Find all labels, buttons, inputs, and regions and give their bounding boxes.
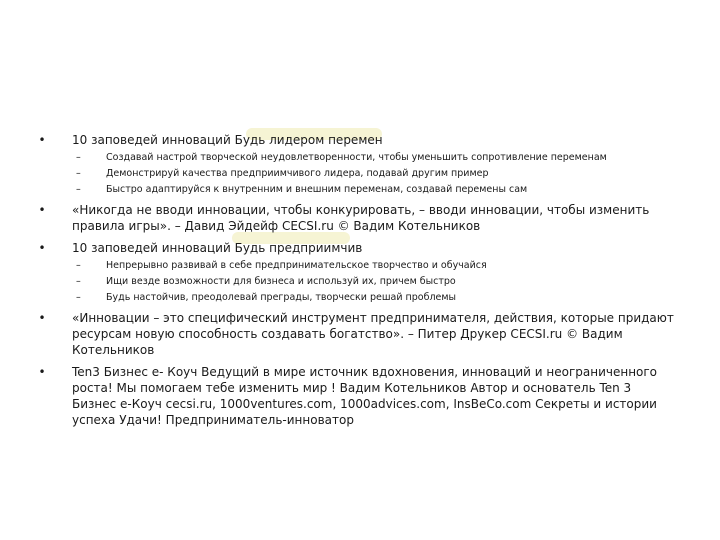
sub-list (72, 152, 676, 196)
dash-glyph: – (76, 260, 81, 271)
bullet-glyph: • (38, 203, 46, 217)
sub-item-text: Быстро адаптируйся к внутренним и внешним переменам, создавай перемены сам (106, 184, 528, 195)
sub-item (72, 152, 676, 164)
sub-item-text: Будь настойчив, преодолевай преграды, творчески решай проблемы (106, 292, 457, 303)
sub-item (72, 260, 676, 272)
bullet-text: Ten3 Бизнес е- Коуч Ведущий в мире источник вдохновения, инноваций и неограниченного роста! Мы помогаем тебе изменить мир ! Вадим Котельников Автор и основатель Ten 3 Бизнес e-Коуч cecsi.ru, 1000ventures.com, 1000advices.com, InsBeCo.com Секреты и истории успеха Удачи! Предприниматель-инноватор (72, 365, 658, 427)
bullet-list (36, 132, 676, 428)
bullet-item (36, 132, 676, 196)
slide-content (36, 132, 676, 434)
bullet-text: 10 заповедей инноваций Будь лидером перемен (72, 133, 383, 147)
sub-item-text: Демонстрируй качества предприимчивого лидера, подавай другим пример (106, 168, 489, 179)
dash-glyph: – (76, 276, 81, 287)
sub-item (72, 184, 676, 196)
bullet-text: 10 заповедей инноваций Будь предприимчив (72, 241, 363, 255)
sub-item (72, 292, 676, 304)
bullet-glyph: • (38, 133, 46, 147)
bullet-glyph: • (38, 241, 46, 255)
sub-item (72, 276, 676, 288)
dash-glyph: – (76, 152, 81, 163)
sub-item (72, 168, 676, 180)
bullet-glyph: • (38, 365, 46, 379)
sub-item-text: Создавай настрой творческой неудовлетворенности, чтобы уменьшить сопротивление переменам (106, 152, 607, 163)
dash-glyph: – (76, 184, 81, 195)
bullet-text: «Инновации – это специфический инструмент предпринимателя, действия, которые придают ресурсам новую способность создавать богатство». – Питер Друкер CECSI.ru © Вадим Котельников (72, 311, 674, 357)
bullet-glyph: • (38, 311, 46, 325)
sub-item-text: Непрерывно развивай в себе предпринимательское творчество и обучайся (106, 260, 487, 271)
bullet-item (36, 202, 676, 234)
sub-item-text: Ищи везде возможности для бизнеса и используй их, причем быстро (106, 276, 456, 287)
dash-glyph: – (76, 292, 81, 303)
sub-list (72, 260, 676, 304)
dash-glyph: – (76, 168, 81, 179)
bullet-text: «Никогда не вводи инновации, чтобы конкурировать, – вводи инновации, чтобы изменить правила игры». – Давид Эйдейф CECSI.ru © Вадим Котельников (72, 203, 650, 233)
bullet-item (36, 240, 676, 304)
bullet-item (36, 310, 676, 358)
bullet-item (36, 364, 676, 428)
